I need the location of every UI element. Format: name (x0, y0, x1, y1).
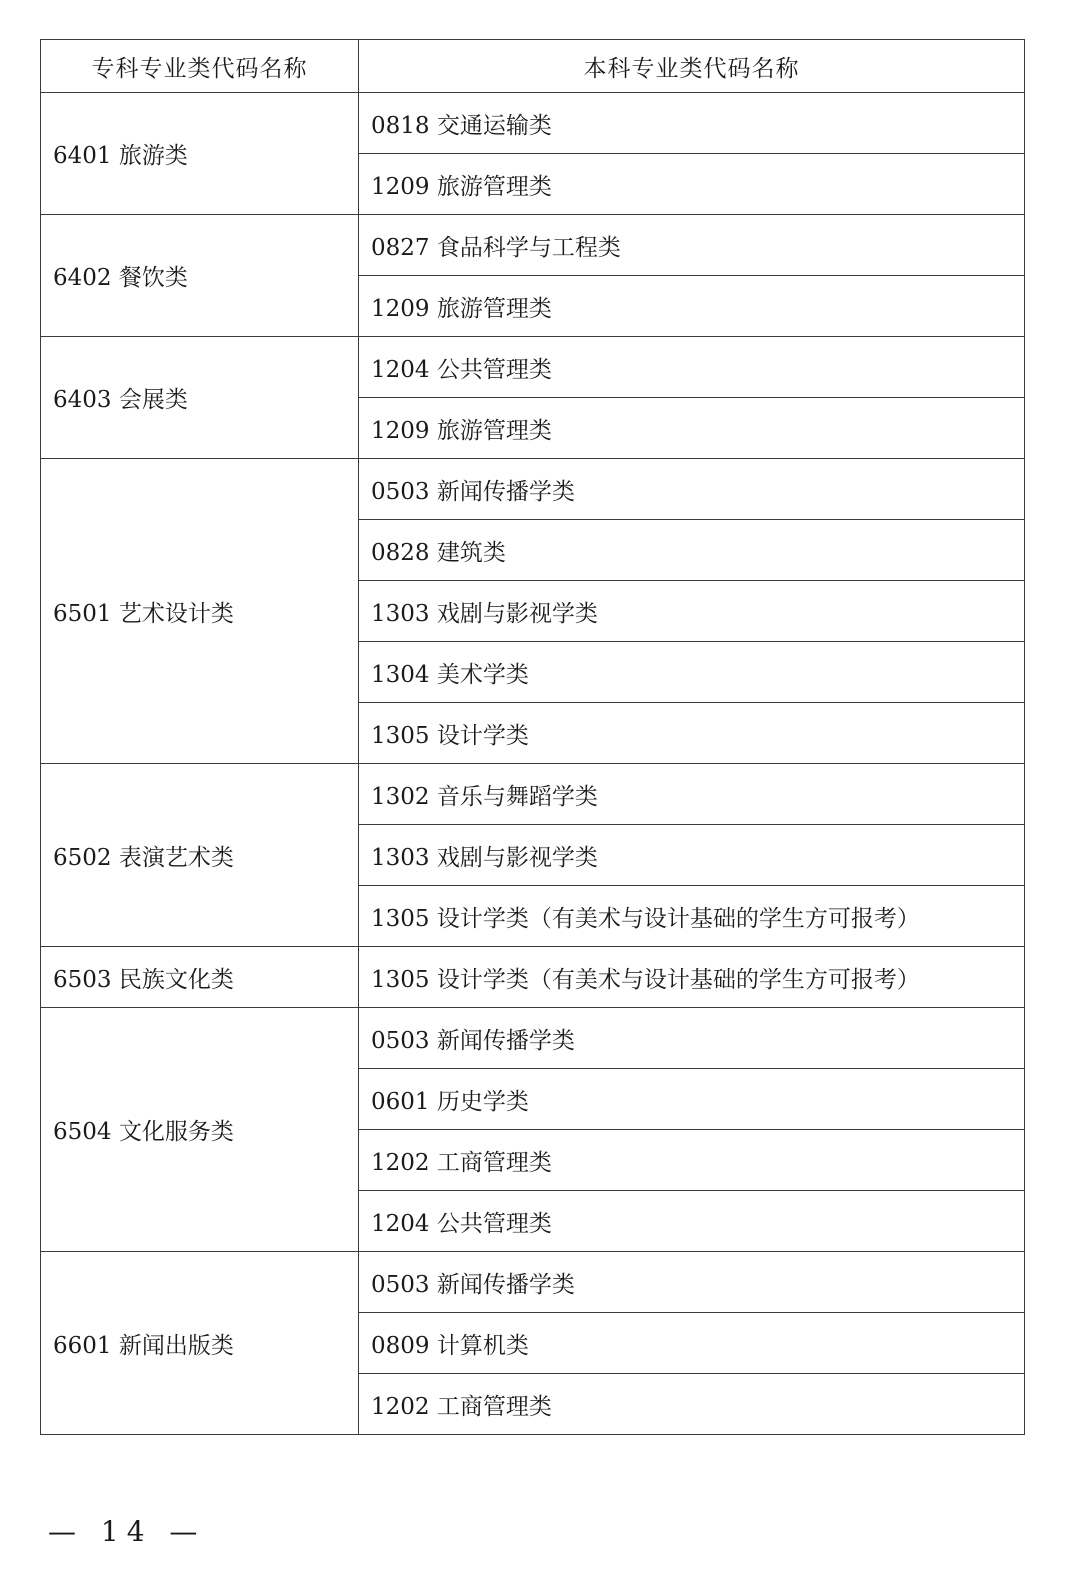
undergrad-category-cell: 0828 建筑类 (359, 520, 1025, 581)
undergrad-category-cell: 1304 美术学类 (359, 642, 1025, 703)
vocational-category-cell: 6501 艺术设计类 (41, 459, 359, 764)
undergrad-category-cell: 1305 设计学类（有美术与设计基础的学生方可报考） (359, 947, 1025, 1008)
table-row (41, 93, 1025, 154)
undergrad-category-cell: 1303 戏剧与影视学类 (359, 581, 1025, 642)
table-row (41, 337, 1025, 398)
header-vocational: 专科专业类代码名称 (41, 40, 359, 93)
vocational-category-cell: 6402 餐饮类 (41, 215, 359, 337)
header-row (41, 40, 1025, 93)
vocational-category-cell: 6502 表演艺术类 (41, 764, 359, 947)
undergrad-category-cell: 1204 公共管理类 (359, 337, 1025, 398)
undergrad-category-cell: 1305 设计学类 (359, 703, 1025, 764)
page-number: — 14 — (48, 1515, 206, 1548)
header-undergrad: 本科专业类代码名称 (359, 40, 1025, 93)
major-mapping-table (40, 39, 1025, 1435)
undergrad-category-cell: 1209 旅游管理类 (359, 154, 1025, 215)
vocational-category-cell: 6401 旅游类 (41, 93, 359, 215)
table-row (41, 947, 1025, 1008)
undergrad-category-cell: 1202 工商管理类 (359, 1130, 1025, 1191)
undergrad-category-cell: 1209 旅游管理类 (359, 398, 1025, 459)
undergrad-category-cell: 0503 新闻传播学类 (359, 1008, 1025, 1069)
undergrad-category-cell: 0503 新闻传播学类 (359, 1252, 1025, 1313)
undergrad-category-cell: 1209 旅游管理类 (359, 276, 1025, 337)
table-row (41, 459, 1025, 520)
table-row (41, 764, 1025, 825)
table-row (41, 215, 1025, 276)
undergrad-category-cell: 1204 公共管理类 (359, 1191, 1025, 1252)
vocational-category-cell: 6601 新闻出版类 (41, 1252, 359, 1435)
undergrad-category-cell: 0818 交通运输类 (359, 93, 1025, 154)
undergrad-category-cell: 0809 计算机类 (359, 1313, 1025, 1374)
table-row (41, 1008, 1025, 1069)
undergrad-category-cell: 0827 食品科学与工程类 (359, 215, 1025, 276)
undergrad-category-cell: 1302 音乐与舞蹈学类 (359, 764, 1025, 825)
undergrad-category-cell: 1303 戏剧与影视学类 (359, 825, 1025, 886)
table-row (41, 1252, 1025, 1313)
undergrad-category-cell: 1305 设计学类（有美术与设计基础的学生方可报考） (359, 886, 1025, 947)
undergrad-category-cell: 0503 新闻传播学类 (359, 459, 1025, 520)
vocational-category-cell: 6504 文化服务类 (41, 1008, 359, 1252)
undergrad-category-cell: 0601 历史学类 (359, 1069, 1025, 1130)
vocational-category-cell: 6403 会展类 (41, 337, 359, 459)
undergrad-category-cell: 1202 工商管理类 (359, 1374, 1025, 1435)
vocational-category-cell: 6503 民族文化类 (41, 947, 359, 1008)
